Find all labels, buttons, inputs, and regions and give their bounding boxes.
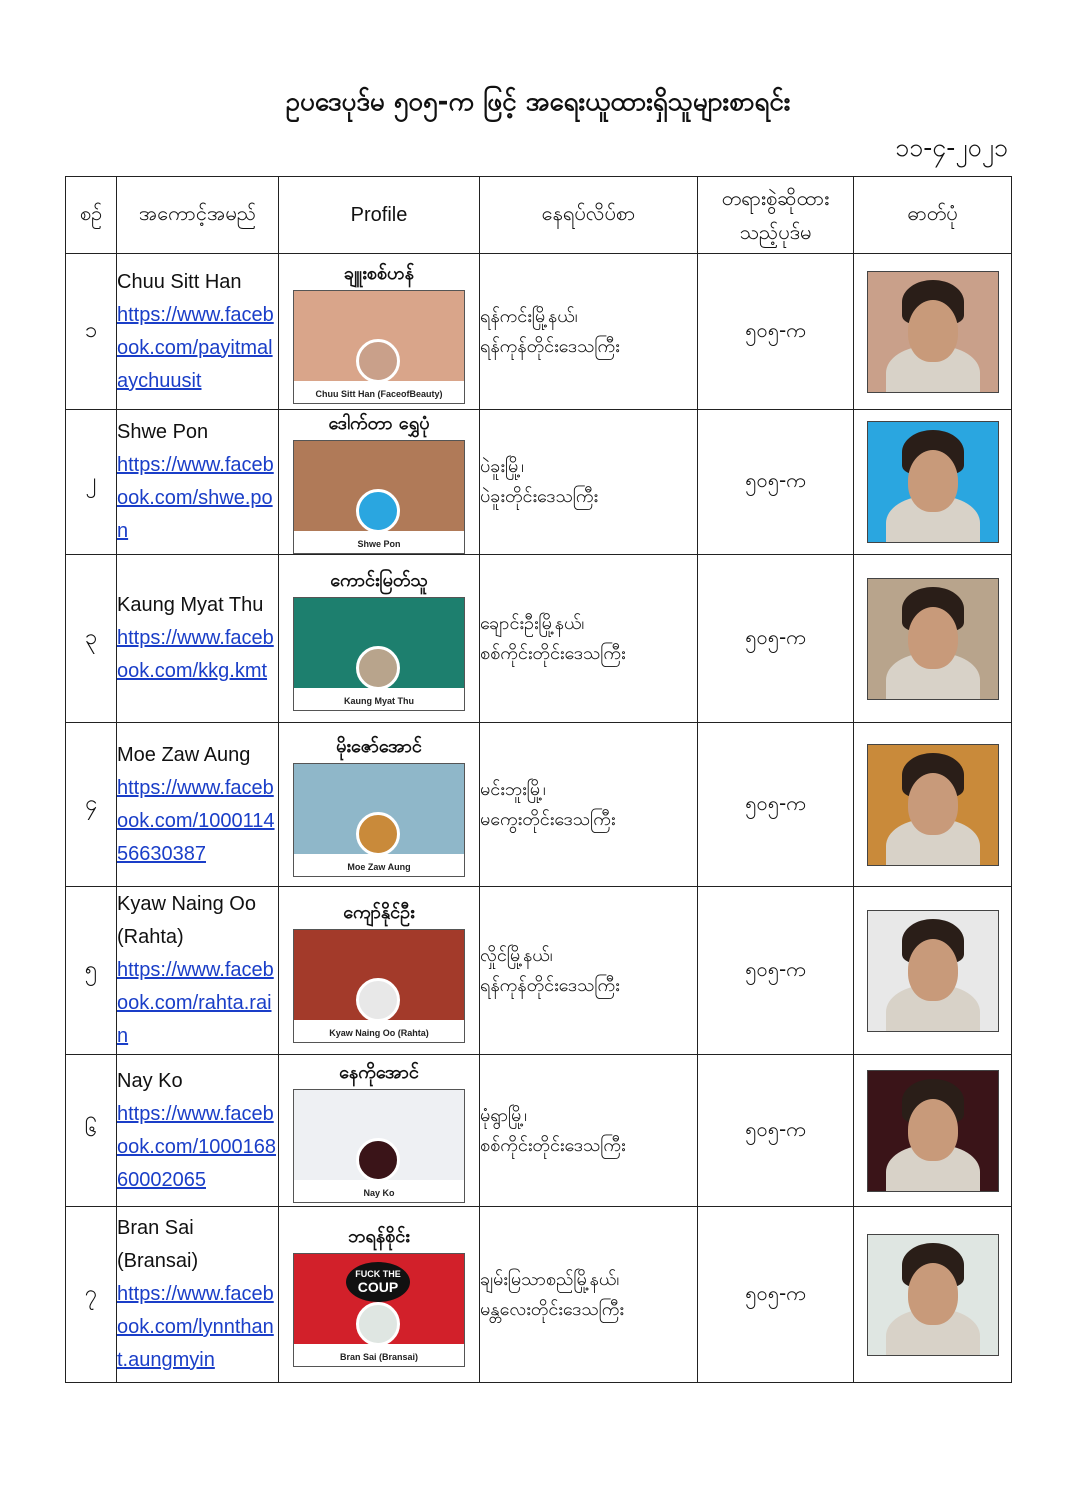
- facebook-link[interactable]: https://www.facebook.com/payitmalaychuusit: [117, 303, 274, 392]
- account-cell: [117, 723, 279, 887]
- header-account: အကောင့်အမည်: [117, 177, 279, 254]
- address-cell: [480, 555, 698, 723]
- charge-section: ၅၀၅-က: [698, 1055, 854, 1207]
- charge-section: ၅၀၅-က: [698, 723, 854, 887]
- account-name: Bran Sai (Bransai): [117, 1217, 199, 1272]
- profile-card[interactable]: [293, 597, 465, 711]
- profile-name: မိုးဇော်အောင်: [336, 735, 422, 757]
- photo-cell: [854, 1055, 1012, 1207]
- profile-card[interactable]: [293, 290, 465, 404]
- account-cell: [117, 887, 279, 1055]
- profile-cell: [279, 723, 480, 887]
- profile-caption: Chuu Sitt Han (FaceofBeauty): [315, 388, 443, 399]
- portrait-head-shape: [908, 1099, 958, 1161]
- profile-name: ကျော်နိုင်ဦး: [343, 901, 415, 923]
- header-num: စဉ်: [66, 177, 117, 254]
- address-cell: [480, 410, 698, 555]
- address-township: ပဲခူးမြို့၊: [480, 456, 524, 477]
- cover-image: [294, 441, 464, 531]
- address-region: မန္တလေးတိုင်းဒေသကြီး: [480, 1298, 624, 1320]
- address-township: ချမ်းမြသာစည်မြို့နယ်၊: [480, 1268, 620, 1290]
- account-cell: [117, 254, 279, 410]
- photo-cell: [854, 723, 1012, 887]
- profile-caption: Kaung Myat Thu: [344, 695, 414, 706]
- row-number: ၆: [66, 1055, 117, 1207]
- table-row: [66, 723, 1012, 887]
- table-header-row: [66, 177, 1012, 254]
- account-name: Kaung Myat Thu: [117, 594, 264, 616]
- profile-caption: Shwe Pon: [357, 539, 401, 549]
- avatar: [356, 978, 400, 1020]
- cover-slogan-line1: FUCK THE: [355, 1268, 401, 1279]
- header-photo: ဓာတ်ပုံ: [854, 177, 1012, 254]
- row-number: ၃: [66, 555, 117, 723]
- address-region: စစ်ကိုင်းတိုင်းဒေသကြီး: [480, 642, 626, 664]
- header-profile: Profile: [279, 177, 480, 254]
- address-region: ရန်ကုန်တိုင်းဒေသကြီး: [480, 335, 620, 357]
- address-region: စစ်ကိုင်းတိုင်းဒေသကြီး: [480, 1134, 626, 1156]
- address-township: ချောင်းဦးမြို့နယ်၊: [480, 612, 585, 634]
- portrait-head-shape: [908, 1263, 958, 1325]
- cover-slogan-line2: COUP: [357, 1278, 399, 1295]
- profile-cell: [279, 254, 480, 410]
- account-name: Nay Ko: [117, 1069, 183, 1092]
- profile-cell: [279, 1207, 480, 1383]
- cover-image: [294, 764, 464, 854]
- account-name: Kyaw Naing Oo (Rahta): [117, 893, 256, 948]
- address-township: ရန်ကင်းမြို့နယ်၊: [480, 305, 578, 327]
- table-row: [66, 887, 1012, 1055]
- portrait-photo: [867, 1070, 999, 1192]
- portrait-photo: [867, 271, 999, 393]
- avatar: [356, 489, 400, 531]
- photo-cell: [854, 410, 1012, 555]
- account-cell: [117, 1055, 279, 1207]
- profile-cell: [279, 555, 480, 723]
- cover-image: [294, 598, 464, 688]
- row-number: ၇: [66, 1207, 117, 1383]
- table-row: [66, 410, 1012, 555]
- address-cell: [480, 887, 698, 1055]
- address-region: ရန်ကုန်တိုင်းဒေသကြီး: [480, 974, 620, 996]
- row-number: ၄: [66, 723, 117, 887]
- row-number: ၁: [66, 254, 117, 410]
- portrait-photo: [867, 1234, 999, 1356]
- facebook-link[interactable]: https://www.facebook.com/rahta.rain: [117, 959, 274, 1047]
- avatar: [356, 812, 400, 854]
- portrait-head-shape: [908, 773, 958, 835]
- profile-name: ဒေါက်တာ ရွှေပုံ: [328, 413, 430, 434]
- charge-section: ၅၀၅-က: [698, 1207, 854, 1383]
- profile-name: နေကိုအောင်: [339, 1061, 419, 1083]
- address-township: မုံရွာမြို့၊: [480, 1104, 527, 1126]
- facebook-link[interactable]: https://www.facebook.com/shwe.pon: [117, 454, 274, 542]
- charge-section: ၅၀၅-က: [698, 410, 854, 555]
- header-section: [698, 177, 854, 254]
- account-cell: [117, 410, 279, 555]
- cover-slogan: [346, 1262, 410, 1302]
- portrait-head-shape: [908, 300, 958, 362]
- charge-section: ၅၀၅-က: [698, 555, 854, 723]
- profile-caption: Moe Zaw Aung: [347, 861, 411, 872]
- row-number: ၅: [66, 887, 117, 1055]
- profile-card[interactable]: [293, 1089, 465, 1203]
- photo-cell: [854, 254, 1012, 410]
- facebook-link[interactable]: https://www.facebook.com/100011456630387: [117, 776, 275, 865]
- avatar: [356, 646, 400, 688]
- account-name: Chuu Sitt Han: [117, 270, 242, 293]
- cover-image: [294, 291, 464, 381]
- profile-cell: [279, 887, 480, 1055]
- avatar: [356, 339, 400, 381]
- portrait-photo: [867, 578, 999, 700]
- account-name: Shwe Pon: [117, 421, 209, 443]
- portrait-photo: [867, 910, 999, 1032]
- table-row: [66, 1055, 1012, 1207]
- table-row: [66, 555, 1012, 723]
- cover-image: [294, 1254, 464, 1344]
- cover-image: [294, 1090, 464, 1180]
- charge-section: ၅၀၅-က: [698, 254, 854, 410]
- table-row: [66, 254, 1012, 410]
- profile-caption: Kyaw Naing Oo (Rahta): [329, 1027, 429, 1038]
- charge-section: ၅၀၅-က: [698, 887, 854, 1055]
- profile-caption: Bran Sai (Bransai): [339, 1351, 419, 1362]
- photo-cell: [854, 887, 1012, 1055]
- avatar: [356, 1138, 400, 1180]
- portrait-head-shape: [908, 450, 958, 512]
- portrait-photo: [867, 421, 999, 543]
- cover-image: [294, 930, 464, 1020]
- header-section-line1: တရားစွဲဆိုထား: [721, 186, 830, 210]
- profile-caption: Nay Ko: [363, 1187, 395, 1198]
- address-cell: [480, 1055, 698, 1207]
- profile-name: ချူးစစ်ဟန်: [344, 262, 414, 284]
- photo-cell: [854, 1207, 1012, 1383]
- header-section-line2: သည့်ပုဒ်မ: [739, 220, 812, 244]
- address-township: မင်းဘူးမြို့၊: [480, 778, 546, 800]
- portrait-photo: [867, 744, 999, 866]
- address-cell: [480, 254, 698, 410]
- facebook-link[interactable]: https://www.facebook.com/lynnthant.aungmyin: [117, 1283, 274, 1371]
- row-number: ၂: [66, 410, 117, 555]
- profile-name: ကောင်းမြတ်သူ: [330, 569, 428, 591]
- header-address: နေရပ်လိပ်စာ: [480, 177, 698, 254]
- profile-cell: [279, 1055, 480, 1207]
- facebook-link[interactable]: https://www.facebook.com/kkg.kmt: [117, 627, 274, 682]
- profile-cell: [279, 410, 480, 555]
- address-cell: [480, 723, 698, 887]
- portrait-head-shape: [908, 939, 958, 1001]
- avatar: [356, 1302, 400, 1344]
- address-region: မကွေးတိုင်းဒေသကြီး: [480, 808, 616, 830]
- profile-card[interactable]: [293, 763, 465, 877]
- account-cell: [117, 555, 279, 723]
- profile-card[interactable]: [293, 1253, 465, 1367]
- page-title: ဥပဒေပုဒ်မ ၅၀၅-က ဖြင့် အရေးယူထားရှိသူများစာရင်း: [285, 87, 791, 117]
- account-cell: [117, 1207, 279, 1383]
- profile-card[interactable]: [293, 440, 465, 554]
- document-date: ၁၁-၄-၂၀၂၁: [895, 133, 1008, 162]
- profile-name: ဘရန်စိုင်း: [348, 1225, 410, 1247]
- address-township: လှိုင်မြို့နယ်၊: [480, 944, 553, 966]
- address-cell: [480, 1207, 698, 1383]
- account-name: Moe Zaw Aung: [117, 743, 251, 766]
- table-row: [66, 1207, 1012, 1383]
- facebook-link[interactable]: https://www.facebook.com/100016860002065: [117, 1102, 277, 1191]
- photo-cell: [854, 555, 1012, 723]
- portrait-head-shape: [908, 607, 958, 669]
- profile-card[interactable]: [293, 929, 465, 1043]
- address-region: ပဲခူးတိုင်းဒေသကြီး: [480, 486, 599, 507]
- wanted-list-table: [65, 176, 1012, 1383]
